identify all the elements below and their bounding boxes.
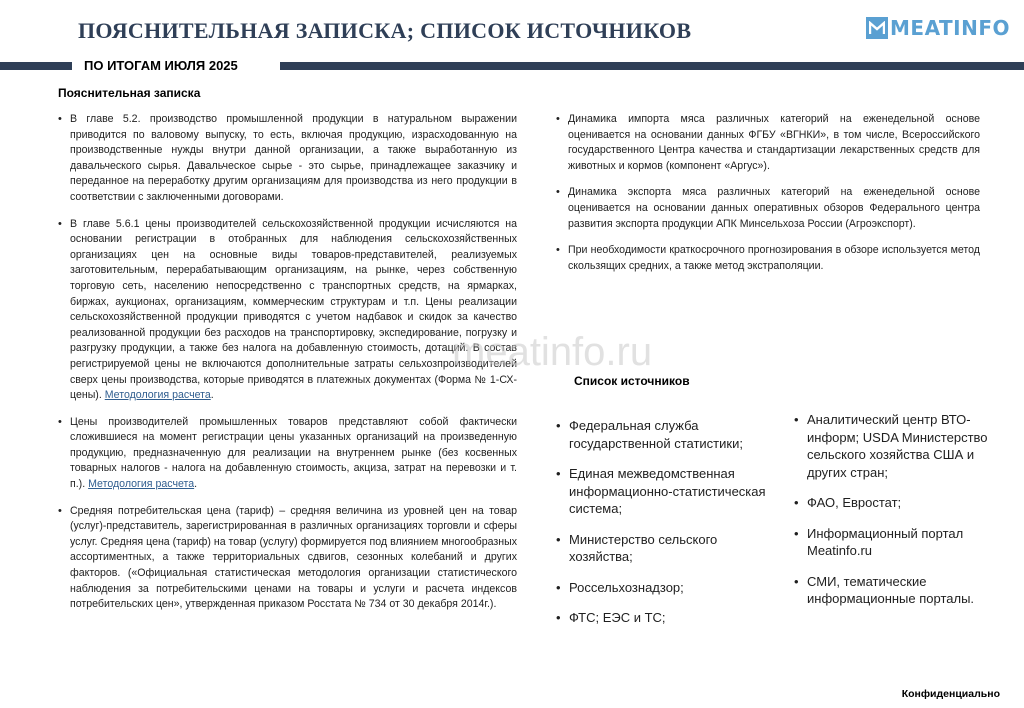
source-item: • Аналитический центр ВТО-информ; USDA Министерство сельского хозяйства США и других стран; xyxy=(794,411,999,481)
note-text: При необходимости краткосрочного прогнозирования в обзоре используется метод скользящих средних, а также метод экстраполяции. xyxy=(568,244,980,272)
notes-heading: Пояснительная записка xyxy=(58,86,201,100)
note-item xyxy=(556,243,980,274)
source-item: • ФТС; ЕЭС и ТС; xyxy=(556,609,771,627)
note-item xyxy=(556,112,980,174)
note-text: Цены производителей промышленных товаров представляют собой фактически сложившиеся на момент регистрации цены указанных организаций на произведенную продукцию, предназначенную для реализации на внутреннем рынке (без косвенных товарных налогов - налога на добавленную стоимость, акциза, затрат на перевозки и т. п.). xyxy=(70,415,517,491)
note-text: В главе 5.2. производство промышленной продукции в натуральном выражении приводится по валовому выпуску, то есть, включая продукцию, израсходованную на производственные нужды внутри данной организации, а также выработанную из давальческого сырья. Давальческое сырье - это сырье, принадлежащее заказчику и переданное на переработку другим организациям для производства из него продукции в соответствии с заключенными договорами. xyxy=(70,113,517,203)
note-text-end: . xyxy=(194,478,198,491)
sources-column-2 xyxy=(794,411,999,621)
header-bar-right xyxy=(280,62,1024,70)
sources-column-1 xyxy=(556,417,771,640)
source-item: • Информационный портал Meatinfo.ru xyxy=(794,525,999,560)
notes-left-column xyxy=(58,112,517,624)
note-text: Средняя потребительская цена (тариф) – средняя величина из уровней цен на товар (услуг)-представитель, зарегистрированная в различных организациях торговли и сферы услуг. Средняя цена (тариф) на товар (услугу) формируется под влиянием многообразных ассортиментных, а также территориальных сдвигов, сезонных колебаний и других факторов. («Официальная статистическая методология организации статистического наблюдения за потребительскими ценами на товары и услуги и расчета индексов потребительских цен», утвержденная приказом Росстата № 734 от 30 декабря 2014г.). xyxy=(70,504,517,611)
note-item xyxy=(58,504,517,613)
logo-text: MEATINFO xyxy=(890,16,1010,40)
source-item: • Министерство сельского хозяйства; xyxy=(556,531,771,566)
note-item xyxy=(58,217,517,404)
source-item: • Россельхознадзор; xyxy=(556,579,771,597)
page-title: ПОЯСНИТЕЛЬНАЯ ЗАПИСКА; СПИСОК ИСТОЧНИКОВ xyxy=(78,18,692,43)
note-item xyxy=(58,112,517,206)
report-period: ПО ИТОГАМ ИЮЛЯ 2025 xyxy=(84,58,238,73)
notes-right-column xyxy=(556,112,980,285)
confidential-label: Конфиденциально xyxy=(901,688,1000,700)
methodology-link[interactable]: Методология расчета xyxy=(88,478,195,491)
note-text: В главе 5.6.1 цены производителей сельскохозяйственной продукции исчисляются на основании регистрации в отобранных для наблюдения сельскохозяйственных организациях цен на основные виды товаров-представителей, реализуемых заготовительным, перерабатывающим организациям, на рынке, через собственную торговую сеть, населению непосредственно с транспортных средств, на ярмарках, биржах, аукционах, организациям, коммерческим структурам и т.п. Цены реализации сельскохозяйственной продукции приводятся с учетом надбавок и скидок за качество реализованной продукции без расходов на транспортировку, экспедирование, погрузку и разгрузку продукции, а также без налога на добавленную стоимость, дотаций. В состав регистрируемой цены не включаются дополнительные затраты сельхозпроизводителей сверх цены производства, которые приводятся в платежных документах (Форма № 1-СХ-цены). xyxy=(70,217,517,402)
note-item xyxy=(556,185,980,232)
note-item xyxy=(58,415,517,493)
meatinfo-logo-icon xyxy=(866,17,888,39)
header-bar-left xyxy=(0,62,72,70)
logo-glyph-icon xyxy=(869,21,885,35)
source-item: • ФАО, Евростат; xyxy=(794,494,999,512)
methodology-link[interactable]: Методология расчета xyxy=(104,389,211,402)
source-item: • Федеральная служба государственной статистики; xyxy=(556,417,771,452)
note-text-end: . xyxy=(210,389,214,402)
meatinfo-logo xyxy=(866,16,1010,40)
source-item: • Единая межведомственная информационно-статистическая система; xyxy=(556,465,771,518)
note-text: Динамика импорта мяса различных категорий на еженедельной основе оценивается на основании данных ФГБУ «ВГНКИ», в том числе, Всероссийского государственного Центра качества и стандартизации лекарственных средств для животных и кормов (компонент «Аргус»). xyxy=(568,113,980,172)
note-text: Динамика экспорта мяса различных категорий на еженедельной основе оценивается на основании данных оперативных обзоров Федерального центра развития экспорта продукции АПК Минсельхоза России (Агроэкспорт). xyxy=(568,186,980,230)
source-item: • СМИ, тематические информационные порталы. xyxy=(794,573,999,608)
watermark: meatinfo.ru xyxy=(452,330,653,374)
sources-heading: Список источников xyxy=(574,374,690,388)
